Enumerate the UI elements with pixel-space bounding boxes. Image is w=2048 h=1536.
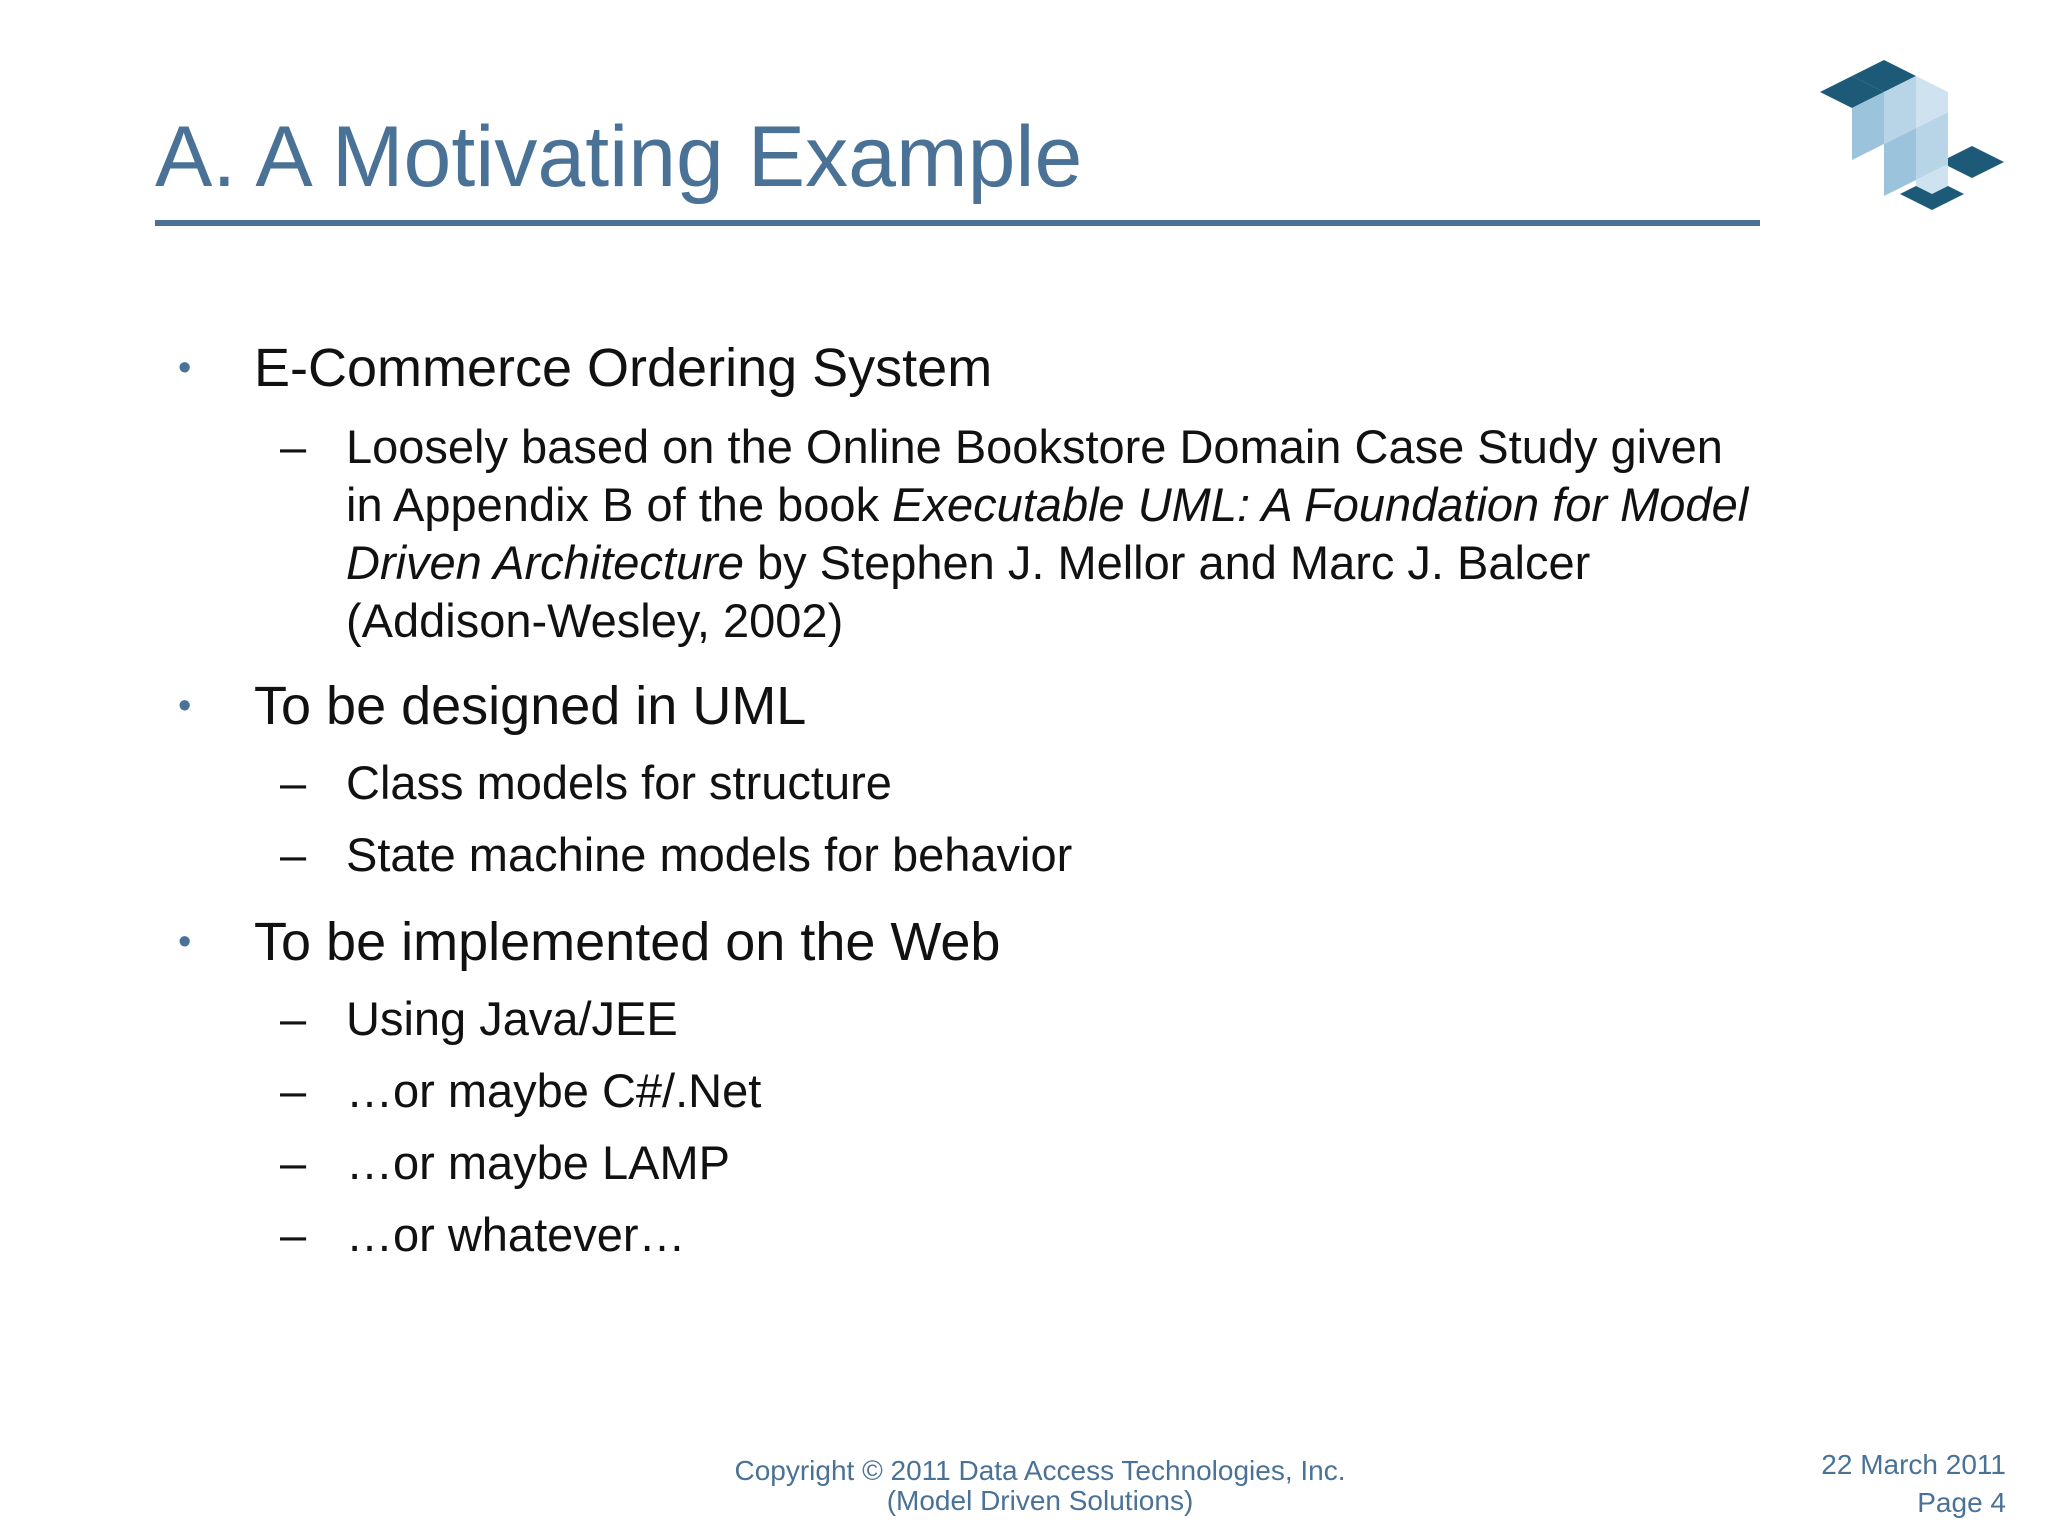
copyright-footer (620, 1456, 1460, 1516)
sub-text: …or whatever… (346, 1208, 686, 1261)
bullet-text: To be implemented on the Web (254, 912, 1001, 972)
date-page-footer (1821, 1446, 2006, 1522)
sub-text: in Appendix B of the book (346, 478, 893, 531)
dash-glyph: – (280, 992, 307, 1045)
sub-text: …or maybe LAMP (346, 1136, 730, 1189)
dash-glyph: – (280, 1136, 307, 1189)
bullet-glyph: • (178, 921, 192, 963)
sub-paragraph (346, 418, 2006, 650)
sub-text: Class models for structure (346, 756, 892, 809)
sub-text: State machine models for behavior (346, 828, 1073, 881)
copyright-line: (Model Driven Solutions) (886, 1485, 1194, 1516)
bullet-text: E-Commerce Ordering System (254, 338, 993, 398)
sub-line (346, 534, 2006, 592)
sub-line (346, 476, 2006, 534)
sub-text: by Stephen J. Mellor and Marc J. Balcer (743, 536, 1591, 589)
dash-glyph: – (280, 756, 307, 809)
sub-text: Using Java/JEE (346, 992, 678, 1045)
bullet-text: To be designed in UML (254, 676, 807, 736)
dash-glyph: – (280, 1064, 307, 1117)
bullet-glyph: • (178, 685, 192, 727)
page-number: Page 4 (1917, 1487, 2006, 1518)
book-title-part: Executable UML: A Foundation for Model (892, 478, 1749, 531)
copyright-line: Copyright © 2011 Data Access Technologies, Inc. (734, 1455, 1346, 1486)
checker-cubes-logo-icon (1790, 52, 2020, 222)
dash-glyph: – (280, 420, 307, 473)
title-underline (155, 220, 1760, 226)
dash-glyph: – (280, 828, 307, 881)
bullet-glyph: • (178, 347, 192, 389)
footer-date: 22 March 2011 (1821, 1449, 2006, 1480)
sub-text: …or maybe C#/.Net (346, 1064, 762, 1117)
dash-glyph: – (280, 1208, 307, 1261)
sub-line: (Addison-Wesley, 2002) (346, 594, 844, 647)
sub-line: Loosely based on the Online Bookstore Domain Case Study given (346, 420, 1723, 473)
book-title-part: Driven Architecture (346, 536, 744, 589)
slide-title: A. A Motivating Example (155, 109, 1083, 205)
